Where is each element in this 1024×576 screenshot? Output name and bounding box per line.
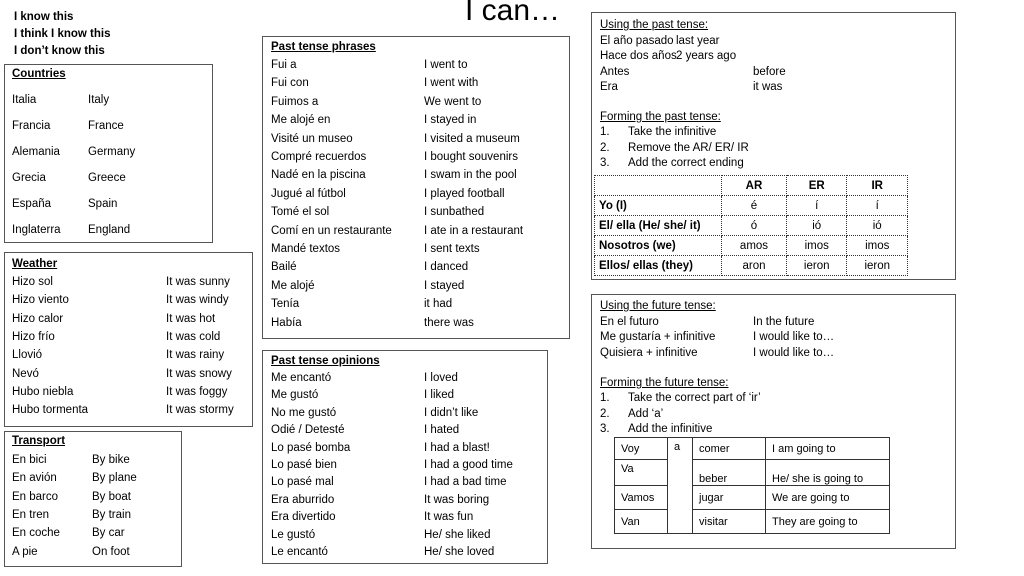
future-tense-box <box>591 294 956 549</box>
past-phrase-term: Compré recuerdos <box>271 151 367 163</box>
weather-translation: It was stormy <box>166 404 234 417</box>
legend-know: I know this <box>14 11 74 23</box>
past-opinion-term: Era divertido <box>271 511 336 524</box>
future-meaning: He/ she is going to <box>766 460 890 486</box>
past-phrase-translation: I played football <box>424 187 505 200</box>
endings-header-ir: IR <box>847 176 908 196</box>
endings-header-ar: AR <box>722 176 787 196</box>
transport-term: A pie <box>12 545 38 558</box>
transport-term: En tren <box>12 508 50 521</box>
past-opinion-translation: I liked <box>424 389 455 402</box>
endings-cell: imos <box>786 236 847 256</box>
country-translation: England <box>88 224 131 236</box>
endings-row <box>595 236 908 256</box>
past-phrase-translation: I danced <box>424 261 469 274</box>
past-opinion-translation: I had a bad time <box>424 476 507 489</box>
endings-cell: imos <box>847 236 908 256</box>
past-opinion-translation: I hated <box>424 424 460 437</box>
past-phrase-translation: I went with <box>424 77 479 90</box>
future-using-heading: Using the future tense: <box>600 300 716 312</box>
countries-box <box>4 64 213 243</box>
countries-heading: Countries <box>12 68 66 80</box>
past-opinion-translation: I didn’t like <box>424 406 479 419</box>
future-using-translation: In the future <box>753 316 815 328</box>
future-ir-form: Voy <box>615 438 668 460</box>
past-tense-box <box>591 12 956 280</box>
endings-header-er: ER <box>786 176 847 196</box>
endings-cell: aron <box>722 256 787 276</box>
weather-translation: It was cold <box>166 330 221 343</box>
transport-translation: By train <box>92 508 131 521</box>
past-using-term: Hace dos años <box>600 50 677 63</box>
endings-label: Ellos/ ellas (they) <box>595 256 722 276</box>
past-phrase-term: Jugué al fútbol <box>271 187 346 200</box>
endings-cell: í <box>847 196 908 216</box>
endings-cell: ió <box>786 216 847 236</box>
country-term: España <box>12 198 52 210</box>
legend-think: I think I know this <box>14 28 111 40</box>
weather-translation: It was sunny <box>166 276 230 288</box>
future-verb: jugar <box>693 486 766 510</box>
past-phrase-translation: I went to <box>424 59 468 71</box>
future-using-translation: I would like to… <box>753 346 835 359</box>
future-verb: beber <box>693 460 766 486</box>
weather-term: Hizo calor <box>12 312 64 325</box>
past-phrase-term: Comí en un restaurante <box>271 224 392 237</box>
endings-row <box>595 196 908 216</box>
future-using-term: Quisiera + infinitive <box>600 346 698 359</box>
endings-label: El/ ella (He/ she/ it) <box>595 216 722 236</box>
past-opinion-term: Me encantó <box>271 372 332 384</box>
future-step-number: 1. <box>600 392 610 404</box>
past-phrase-term: Fui con <box>271 77 309 90</box>
past-opinions-box <box>262 350 548 564</box>
endings-label: Nosotros (we) <box>595 236 722 256</box>
past-phrase-term: Me alojé en <box>271 114 331 127</box>
endings-cell: ó <box>722 216 787 236</box>
past-phrase-term: Nadé en la piscina <box>271 169 366 182</box>
past-step: Take the infinitive <box>628 126 717 138</box>
past-opinion-term: Odié / Detesté <box>271 424 345 437</box>
past-opinion-translation: He/ she liked <box>424 528 491 541</box>
future-verb: comer <box>693 438 766 460</box>
past-phrase-translation: I swam in the pool <box>424 169 517 182</box>
future-ir-form: Van <box>615 510 668 534</box>
past-phrase-term: Bailé <box>271 261 297 274</box>
past-using-translation: before <box>753 65 786 78</box>
endings-header-blank <box>595 176 722 196</box>
weather-term: Hizo viento <box>12 294 69 307</box>
past-phrase-translation: I stayed <box>424 279 465 292</box>
future-step: Take the correct part of ‘ir’ <box>628 392 761 404</box>
weather-term: Nevó <box>12 367 39 380</box>
past-phrase-translation: I ate in a restaurant <box>424 224 524 237</box>
weather-term: Hizo sol <box>12 276 53 288</box>
page-title: I can… <box>465 0 561 27</box>
country-translation: Spain <box>88 198 118 210</box>
weather-translation: It was rainy <box>166 349 225 362</box>
past-forming-heading: Forming the past tense: <box>600 111 721 123</box>
past-using-term: El año pasado <box>600 35 674 47</box>
endings-cell: í <box>786 196 847 216</box>
transport-translation: By plane <box>92 472 137 485</box>
weather-translation: It was foggy <box>166 385 228 398</box>
endings-row <box>595 256 908 276</box>
weather-translation: It was hot <box>166 312 216 325</box>
transport-box <box>4 431 182 567</box>
past-opinion-term: Le encantó <box>271 546 328 558</box>
transport-term: En barco <box>12 490 59 503</box>
endings-cell: ió <box>847 216 908 236</box>
future-step-number: 3. <box>600 423 610 435</box>
past-using-heading: Using the past tense: <box>600 19 709 31</box>
future-row <box>615 486 890 510</box>
transport-translation: By bike <box>92 454 130 466</box>
country-translation: Italy <box>88 94 110 106</box>
future-row <box>615 460 890 486</box>
endings-cell: ieron <box>786 256 847 276</box>
past-opinion-term: No me gustó <box>271 406 337 419</box>
future-step-number: 2. <box>600 407 610 420</box>
past-step-number: 2. <box>600 141 610 154</box>
endings-cell: ieron <box>847 256 908 276</box>
country-term: Italia <box>12 94 37 106</box>
past-phrase-translation: I sent texts <box>424 243 480 255</box>
future-meaning: I am going to <box>766 438 890 460</box>
past-phrase-term: Fui a <box>271 59 297 71</box>
past-opinion-term: Me gustó <box>271 389 319 402</box>
endings-header-row <box>595 176 908 196</box>
past-phrase-term: Visité un museo <box>271 132 353 145</box>
country-translation: Germany <box>88 146 136 158</box>
country-translation: France <box>88 120 124 132</box>
country-term: Inglaterra <box>12 224 61 236</box>
legend <box>14 9 110 60</box>
endings-label: Yo (I) <box>595 196 722 216</box>
future-using-term: En el futuro <box>600 316 659 328</box>
weather-translation: It was windy <box>166 294 229 307</box>
transport-term: En coche <box>12 527 60 540</box>
weather-term: Hubo niebla <box>12 385 74 398</box>
country-term: Grecia <box>12 172 46 184</box>
past-phrase-term: Tomé el sol <box>271 206 330 219</box>
past-opinion-term: Era aburrido <box>271 493 335 506</box>
past-phrase-term: Había <box>271 316 302 329</box>
past-step-number: 3. <box>600 157 610 169</box>
past-phrase-term: Fuimos a <box>271 95 319 108</box>
past-using-translation: last year <box>676 35 720 47</box>
past-phrases-heading: Past tense phrases <box>271 41 376 53</box>
future-row <box>615 438 890 460</box>
past-phrase-term: Mandé textos <box>271 243 341 255</box>
future-table <box>614 437 890 534</box>
past-opinions-heading: Past tense opinions <box>271 355 380 367</box>
past-using-translation: it was <box>753 81 783 94</box>
legend-dont-know: I don’t know this <box>14 45 105 57</box>
past-opinion-translation: It was boring <box>424 493 490 506</box>
past-phrase-translation: I bought souvenirs <box>424 151 518 163</box>
past-phrase-translation: We went to <box>424 95 482 108</box>
future-ir-form: Vamos <box>615 486 668 510</box>
weather-term: Hizo frío <box>12 330 55 343</box>
past-opinion-translation: I had a good time <box>424 459 513 471</box>
past-phrases-box <box>262 36 570 339</box>
past-using-translation: 2 years ago <box>676 50 737 63</box>
transport-translation: On foot <box>92 545 130 558</box>
weather-box <box>4 252 253 427</box>
weather-term: Hubo tormenta <box>12 404 89 417</box>
past-step-number: 1. <box>600 126 610 138</box>
endings-row <box>595 216 908 236</box>
past-using-term: Antes <box>600 65 630 78</box>
past-opinion-term: Lo pasé bien <box>271 459 337 471</box>
country-translation: Greece <box>88 172 126 184</box>
past-phrase-translation: I stayed in <box>424 114 477 127</box>
country-term: Alemania <box>12 146 60 158</box>
transport-heading: Transport <box>12 435 66 447</box>
transport-translation: By car <box>92 527 125 540</box>
transport-term: En bici <box>12 454 47 466</box>
past-opinion-translation: It was fun <box>424 511 474 524</box>
transport-translation: By boat <box>92 490 131 503</box>
weather-heading: Weather <box>12 258 58 270</box>
past-phrase-term: Me alojé <box>271 279 315 292</box>
future-using-translation: I would like to… <box>753 331 835 344</box>
future-meaning: They are going to <box>766 510 890 534</box>
weather-term: Llovió <box>12 349 43 362</box>
future-using-term: Me gustaría + infinitive <box>600 331 716 344</box>
past-phrase-translation: I visited a museum <box>424 132 520 145</box>
country-term: Francia <box>12 120 51 132</box>
past-opinion-translation: I loved <box>424 372 458 384</box>
past-step: Remove the AR/ ER/ IR <box>628 141 749 154</box>
past-opinion-term: Lo pasé mal <box>271 476 334 489</box>
transport-term: En avión <box>12 472 57 485</box>
past-opinion-term: Le gustó <box>271 528 316 541</box>
future-a: a <box>668 438 693 534</box>
future-ir-form: Va <box>615 460 668 486</box>
future-meaning: We are going to <box>766 486 890 510</box>
future-step: Add ‘a’ <box>628 407 664 420</box>
future-verb: visitar <box>693 510 766 534</box>
past-opinion-translation: I had a blast! <box>424 441 490 454</box>
past-opinion-translation: He/ she loved <box>424 546 495 558</box>
endings-cell: é <box>722 196 787 216</box>
future-row <box>615 510 890 534</box>
past-endings-table <box>594 175 908 276</box>
future-forming-heading: Forming the future tense: <box>600 377 729 389</box>
past-step: Add the correct ending <box>628 157 744 169</box>
past-phrase-translation: it had <box>424 298 453 311</box>
weather-translation: It was snowy <box>166 367 232 380</box>
past-using-term: Era <box>600 81 618 94</box>
past-opinion-term: Lo pasé bomba <box>271 441 351 454</box>
past-phrase-translation: there was <box>424 316 474 329</box>
endings-cell: amos <box>722 236 787 256</box>
past-phrase-term: Tenía <box>271 298 300 311</box>
past-phrase-translation: I sunbathed <box>424 206 485 219</box>
future-step: Add the infinitive <box>628 423 713 435</box>
